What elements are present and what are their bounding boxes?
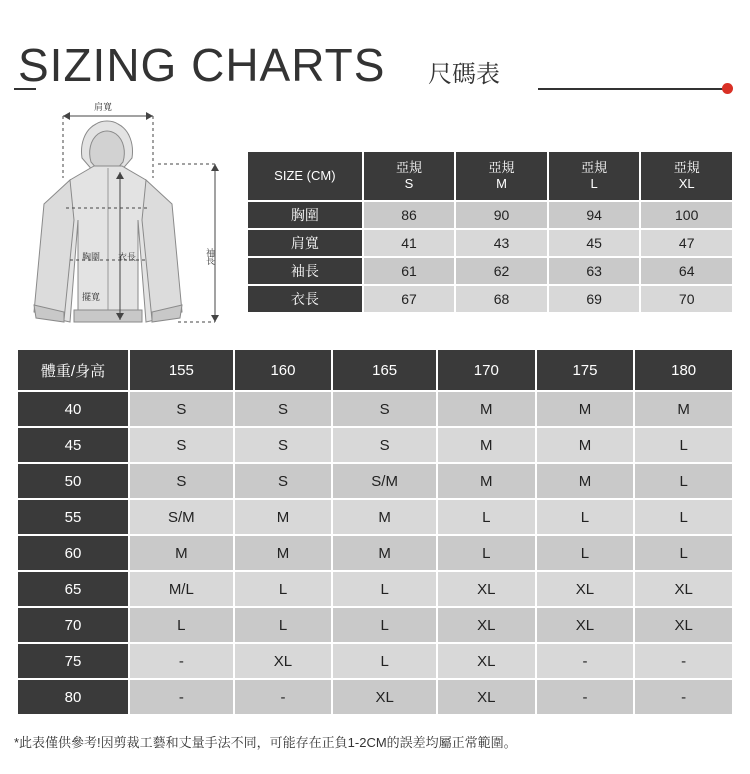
size-chart-cell: 45 xyxy=(548,229,641,257)
size-cell: S xyxy=(234,391,333,427)
weight-label: 50 xyxy=(17,463,129,499)
label-hem-width: 擺寬 xyxy=(82,292,101,302)
size-cell: XL xyxy=(536,607,635,643)
height-header-cell: 180 xyxy=(634,349,733,391)
hoodie-jacket-diagram xyxy=(8,100,248,335)
size-cell: S/M xyxy=(129,499,234,535)
height-header-cell: 175 xyxy=(536,349,635,391)
size-cell: L xyxy=(536,535,635,571)
size-cell: - xyxy=(536,643,635,679)
size-chart-header-line1: 亞規 xyxy=(673,159,700,175)
size-chart-header-line1: SIZE (CM) xyxy=(274,167,336,183)
table-row xyxy=(247,201,733,229)
size-chart-header-cell xyxy=(363,151,456,201)
size-chart-cell: 70 xyxy=(640,285,733,313)
size-cell: S xyxy=(129,391,234,427)
size-cell: M/L xyxy=(129,571,234,607)
size-cell: M xyxy=(234,535,333,571)
size-cell: M xyxy=(536,391,635,427)
table-row xyxy=(247,229,733,257)
size-cell: S xyxy=(234,427,333,463)
size-cell: XL xyxy=(437,607,536,643)
size-chart-cell: 69 xyxy=(548,285,641,313)
size-cell: M xyxy=(437,463,536,499)
size-cell: L xyxy=(437,535,536,571)
size-chart-header-cell xyxy=(247,151,363,201)
size-chart-header-line1: 亞規 xyxy=(395,159,422,175)
size-cell: L xyxy=(536,499,635,535)
size-chart-header-line2: L xyxy=(590,176,598,191)
size-cell: - xyxy=(634,679,733,715)
size-cell: M xyxy=(634,391,733,427)
table-row xyxy=(247,285,733,313)
weight-label: 40 xyxy=(17,391,129,427)
size-cell: S/M xyxy=(332,463,437,499)
table-row xyxy=(17,607,733,643)
size-chart-row-label: 袖長 xyxy=(247,257,363,285)
size-cell: XL xyxy=(234,643,333,679)
size-chart-cell: 61 xyxy=(363,257,456,285)
size-chart-cell: 62 xyxy=(455,257,548,285)
height-header-cell: 170 xyxy=(437,349,536,391)
label-chest: 胸圍 xyxy=(82,252,101,262)
size-cell: L xyxy=(234,571,333,607)
size-cell: S xyxy=(129,427,234,463)
size-cell: M xyxy=(437,427,536,463)
size-cell: L xyxy=(332,571,437,607)
weight-height-corner-label: 體重/身高 xyxy=(17,349,129,391)
size-cell: L xyxy=(129,607,234,643)
size-chart-row-label: 胸圍 xyxy=(247,201,363,229)
size-cell: XL xyxy=(437,643,536,679)
height-header-cell: 165 xyxy=(332,349,437,391)
size-cell: M xyxy=(234,499,333,535)
size-chart-cell: 43 xyxy=(455,229,548,257)
size-chart-header-cell xyxy=(548,151,641,201)
table-row xyxy=(17,391,733,427)
table-row xyxy=(17,463,733,499)
size-chart-row-label: 肩寬 xyxy=(247,229,363,257)
size-chart-cell: 94 xyxy=(548,201,641,229)
size-cell: - xyxy=(634,643,733,679)
weight-label: 55 xyxy=(17,499,129,535)
size-cell: M xyxy=(536,463,635,499)
title-main-text: SIZING CHARTS xyxy=(18,39,386,91)
size-chart-row-label: 衣長 xyxy=(247,285,363,313)
table-row xyxy=(17,499,733,535)
size-chart-cell: 63 xyxy=(548,257,641,285)
size-chart-header-line2: XL xyxy=(678,176,695,191)
size-cell: L xyxy=(634,499,733,535)
size-chart-header-cell xyxy=(455,151,548,201)
title-sub-text: 尺碼表 xyxy=(428,61,500,88)
size-chart-header-line2: S xyxy=(404,176,414,191)
size-cell: S xyxy=(332,391,437,427)
size-cell: M xyxy=(536,427,635,463)
size-cell: XL xyxy=(536,571,635,607)
weight-label: 60 xyxy=(17,535,129,571)
weight-label: 45 xyxy=(17,427,129,463)
table-row xyxy=(17,643,733,679)
size-chart-cell: 47 xyxy=(640,229,733,257)
size-cell: M xyxy=(332,535,437,571)
size-cell: M xyxy=(332,499,437,535)
size-cell: - xyxy=(234,679,333,715)
title-accent-dot xyxy=(722,83,733,94)
size-cell: XL xyxy=(634,607,733,643)
size-cell: M xyxy=(437,391,536,427)
weight-label: 65 xyxy=(17,571,129,607)
size-chart-header-line2: M xyxy=(496,176,507,191)
size-cell: XL xyxy=(437,679,536,715)
height-header-cell: 160 xyxy=(234,349,333,391)
table-row xyxy=(247,257,733,285)
size-cell: - xyxy=(129,643,234,679)
weight-height-table xyxy=(16,348,734,716)
size-cell: S xyxy=(129,463,234,499)
size-cell: S xyxy=(234,463,333,499)
size-chart-cell: 41 xyxy=(363,229,456,257)
size-cell: L xyxy=(634,535,733,571)
size-cell: L xyxy=(332,607,437,643)
size-cell: S xyxy=(332,427,437,463)
size-cell: L xyxy=(634,463,733,499)
size-chart-header-line1: 亞規 xyxy=(581,159,608,175)
label-body-length: 衣長 xyxy=(118,252,137,262)
label-shoulder-width: 肩寬 xyxy=(94,102,113,112)
size-chart-header-row xyxy=(247,151,733,201)
title-rule-right xyxy=(538,88,724,90)
size-chart-cell: 67 xyxy=(363,285,456,313)
size-chart-table xyxy=(246,150,734,314)
size-chart-cell: 86 xyxy=(363,201,456,229)
size-cell: - xyxy=(536,679,635,715)
size-cell: XL xyxy=(437,571,536,607)
label-sleeve-length: 袖長 xyxy=(205,248,215,264)
size-cell: XL xyxy=(332,679,437,715)
size-cell: - xyxy=(129,679,234,715)
table-row xyxy=(17,679,733,715)
size-cell: L xyxy=(437,499,536,535)
size-chart-cell: 64 xyxy=(640,257,733,285)
page-title xyxy=(0,38,750,94)
size-chart-header-line1: 亞規 xyxy=(488,159,515,175)
size-chart-cell: 100 xyxy=(640,201,733,229)
size-cell: XL xyxy=(634,571,733,607)
size-cell: L xyxy=(634,427,733,463)
height-header-cell: 155 xyxy=(129,349,234,391)
weight-label: 80 xyxy=(17,679,129,715)
table-row xyxy=(17,427,733,463)
size-cell: L xyxy=(234,607,333,643)
size-cell: M xyxy=(129,535,234,571)
size-chart-header-cell xyxy=(640,151,733,201)
size-chart-cell: 90 xyxy=(455,201,548,229)
footnote-text: *此表僅供參考!因剪裁工藝和丈量手法不同，可能存在正負1-2CM的誤差均屬正常範圍。 xyxy=(14,735,517,750)
weight-label: 75 xyxy=(17,643,129,679)
size-chart-cell: 68 xyxy=(455,285,548,313)
weight-height-header-row xyxy=(17,349,733,391)
table-row xyxy=(17,535,733,571)
size-cell: L xyxy=(332,643,437,679)
table-row xyxy=(17,571,733,607)
weight-label: 70 xyxy=(17,607,129,643)
